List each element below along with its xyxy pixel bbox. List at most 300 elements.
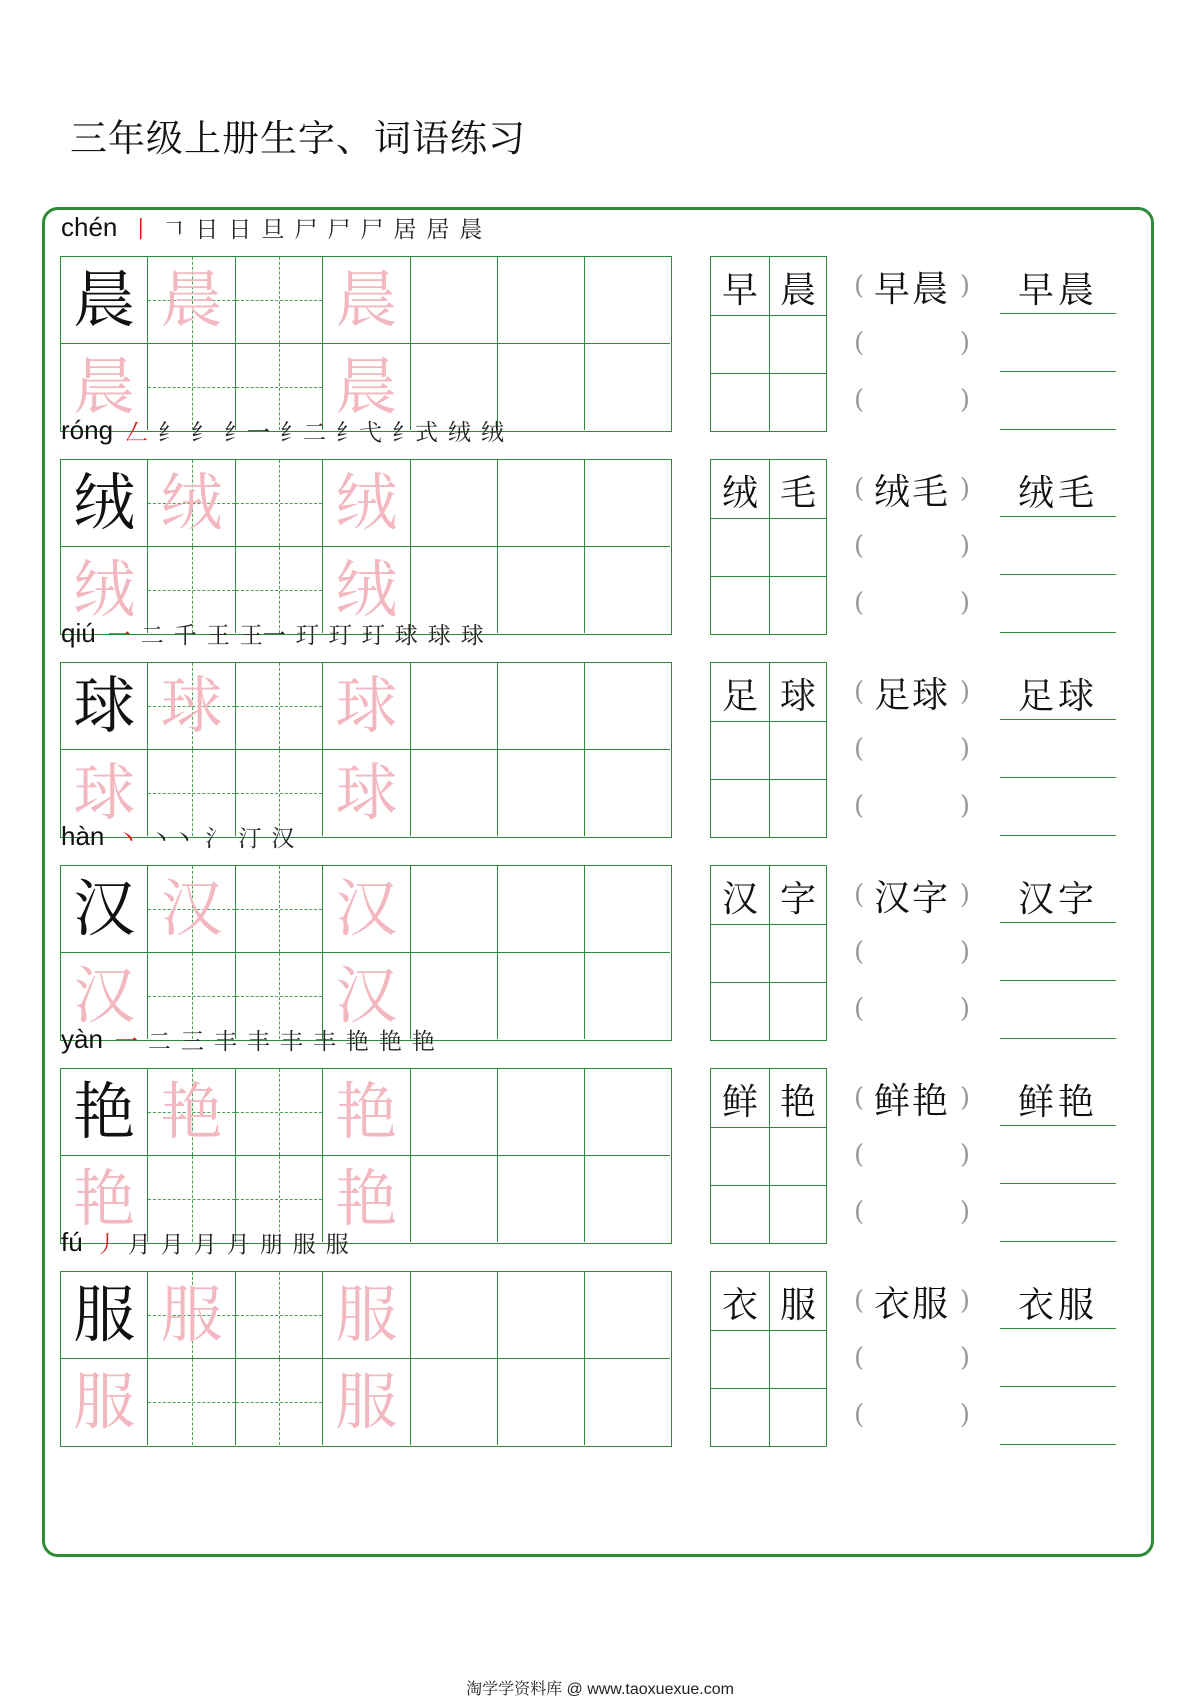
word-box-rule (711, 721, 826, 722)
stroke-step: 绒 (481, 419, 505, 446)
trace-character: 球 (335, 756, 398, 829)
stroke-step: 日 (195, 216, 219, 243)
writing-cell[interactable] (61, 1359, 148, 1445)
writing-cell[interactable] (148, 1069, 235, 1156)
left-parenthesis: ( (854, 588, 865, 618)
parenthesis-slot[interactable] (854, 526, 970, 566)
word-box-character: 晨 (779, 269, 816, 311)
right-parenthesis: ) (959, 1140, 970, 1170)
stroke-step: 纟 (158, 419, 182, 446)
underline-column (1000, 256, 1116, 432)
stroke-step: 汉 (271, 825, 295, 852)
trace-character: 球 (160, 669, 223, 742)
left-parenthesis: ( (854, 1140, 865, 1170)
stroke-sequence (108, 617, 494, 650)
writing-cell[interactable] (585, 1156, 670, 1242)
right-parenthesis: ) (959, 880, 970, 910)
writing-underline[interactable] (1000, 574, 1116, 575)
word-box-rule (711, 518, 826, 519)
word-box-rule (711, 1127, 826, 1128)
page-title: 三年级上册生字、词语练习 (70, 117, 526, 160)
parenthesis-slot (854, 1078, 970, 1122)
parenthesis-slot (854, 875, 970, 919)
underline-column (1000, 1068, 1116, 1244)
writing-cell[interactable] (323, 866, 410, 953)
word-box-character: 服 (779, 1284, 816, 1326)
guide-dash-vertical (279, 460, 280, 546)
writing-cell[interactable] (323, 1069, 410, 1156)
parenthesis-slot[interactable] (854, 729, 970, 769)
writing-cell[interactable] (61, 1069, 148, 1156)
word-box-character: 绒 (721, 472, 758, 514)
word-box-character: 衣 (721, 1284, 758, 1326)
stroke-step: 玎 (295, 622, 319, 649)
writing-cell[interactable] (323, 663, 410, 750)
writing-cell[interactable] (498, 257, 585, 344)
writing-cell[interactable] (61, 460, 148, 547)
writing-cell[interactable] (585, 663, 670, 750)
left-parenthesis: ( (854, 791, 865, 821)
stroke-step: 二 (147, 1028, 171, 1055)
stroke-step: 艳 (378, 1028, 402, 1055)
parenthesis-slot[interactable] (854, 583, 970, 623)
left-parenthesis: ( (854, 328, 865, 358)
underline-column (1000, 1271, 1116, 1447)
right-parenthesis: ) (959, 1286, 970, 1316)
trace-character: 绒 (73, 553, 136, 626)
left-parenthesis: ( (854, 880, 865, 910)
guide-dash-vertical (279, 866, 280, 952)
trace-character: 晨 (335, 263, 398, 336)
writing-underline[interactable] (1000, 719, 1116, 720)
writing-underline[interactable] (1000, 835, 1116, 836)
writing-cell[interactable] (585, 460, 670, 547)
trace-character: 晨 (335, 350, 398, 423)
writing-cell[interactable] (148, 663, 235, 750)
parenthesis-word: 足球 (873, 674, 950, 716)
guide-dash-vertical (279, 1069, 280, 1155)
pinyin-label: róng (61, 414, 114, 445)
writing-cell[interactable] (148, 257, 235, 344)
trace-character: 汉 (73, 959, 136, 1032)
stroke-step: 月 (226, 1231, 250, 1258)
stroke-step: 三 (180, 1028, 204, 1055)
left-parenthesis: ( (854, 474, 865, 504)
model-character: 服 (73, 1278, 136, 1351)
trace-character: 艳 (335, 1162, 398, 1235)
model-character: 绒 (73, 466, 136, 539)
stroke-step: 旦 (261, 216, 285, 243)
stroke-step: 玎 (328, 622, 352, 649)
writing-underline[interactable] (1000, 1444, 1116, 1445)
trace-character: 绒 (160, 466, 223, 539)
writing-cell[interactable] (236, 460, 323, 547)
underline-word: 早晨 (1017, 269, 1098, 311)
right-parenthesis: ) (959, 474, 970, 504)
stroke-step: 𠃋 (125, 419, 149, 446)
trace-character: 服 (335, 1365, 398, 1438)
writing-cell[interactable] (323, 257, 410, 344)
parenthesis-word: 衣服 (873, 1283, 950, 1325)
left-parenthesis: ( (854, 385, 865, 415)
stroke-step: 丰 (279, 1028, 303, 1055)
word-box-rule (711, 1330, 826, 1331)
stroke-step: 氵 (205, 825, 229, 852)
parenthesis-slot[interactable] (854, 1338, 970, 1378)
writing-grid (60, 1271, 672, 1447)
stroke-step: 球 (394, 622, 418, 649)
underline-word: 鲜艳 (1017, 1081, 1098, 1123)
writing-cell[interactable] (585, 1272, 670, 1359)
stroke-order-row (61, 1225, 359, 1259)
word-box-rule (711, 924, 826, 925)
stroke-step: 月 (193, 1231, 217, 1258)
writing-cell[interactable] (323, 460, 410, 547)
stroke-step: 𠃍 (162, 216, 186, 243)
stroke-step: 居 (426, 216, 450, 243)
right-parenthesis: ) (959, 385, 970, 415)
writing-cell[interactable] (236, 257, 323, 344)
word-box-rule (711, 373, 826, 374)
writing-cell[interactable] (61, 663, 148, 750)
writing-underline[interactable] (1000, 429, 1116, 430)
writing-underline[interactable] (1000, 1386, 1116, 1387)
underline-word: 汉字 (1017, 878, 1098, 920)
word-box-rule (711, 315, 826, 316)
left-parenthesis: ( (854, 271, 865, 301)
stroke-step: 朋 (259, 1231, 283, 1258)
pinyin-label: yàn (61, 1023, 103, 1054)
parenthesis-slot[interactable] (854, 989, 970, 1029)
writing-cell[interactable] (411, 1156, 498, 1242)
parenthesis-word: 绒毛 (873, 471, 950, 513)
stroke-step: 丿 (94, 1231, 118, 1258)
right-parenthesis: ) (959, 1083, 970, 1113)
parenthesis-word: 鲜艳 (873, 1080, 950, 1122)
stroke-step: 晨 (459, 216, 483, 243)
parenthesis-column (854, 256, 970, 432)
page-footer: 淘学学资料库 @ www.taoxuexue.com (466, 1681, 734, 1698)
writing-cell[interactable] (498, 663, 585, 750)
writing-cell[interactable] (498, 547, 585, 633)
stroke-step: 王 (206, 622, 230, 649)
stroke-step: 尸 (360, 216, 384, 243)
guide-dash-vertical (279, 1359, 280, 1445)
parenthesis-column (854, 1068, 970, 1244)
pinyin-label: chén (61, 211, 118, 242)
underline-column (1000, 865, 1116, 1041)
underline-column (1000, 662, 1116, 838)
stroke-step: 月 (127, 1231, 151, 1258)
model-character: 球 (73, 669, 136, 742)
parenthesis-slot (854, 672, 970, 716)
right-parenthesis: ) (959, 937, 970, 967)
writing-cell[interactable] (236, 1069, 323, 1156)
pinyin-label: fú (61, 1226, 83, 1257)
right-parenthesis: ) (959, 1197, 970, 1227)
right-parenthesis: ) (959, 588, 970, 618)
stroke-step: 玎 (361, 622, 385, 649)
writing-cell[interactable] (148, 1272, 235, 1359)
word-box-character: 毛 (779, 472, 816, 514)
writing-underline[interactable] (1000, 1183, 1116, 1184)
trace-character: 艳 (335, 1075, 398, 1148)
writing-cell[interactable] (411, 663, 498, 750)
stroke-step: 二 (140, 622, 164, 649)
stroke-step: 绒 (448, 419, 472, 446)
writing-cell[interactable] (498, 953, 585, 1039)
writing-underline[interactable] (1000, 1241, 1116, 1242)
writing-underline[interactable] (1000, 1125, 1116, 1126)
parenthesis-slot[interactable] (854, 786, 970, 826)
writing-underline[interactable] (1000, 777, 1116, 778)
writing-cell[interactable] (148, 1359, 235, 1445)
writing-cell[interactable] (585, 866, 670, 953)
writing-cell[interactable] (585, 750, 670, 836)
stroke-step: 一 (114, 1028, 138, 1055)
writing-cell[interactable] (236, 1359, 323, 1445)
word-box-rule (711, 576, 826, 577)
parenthesis-slot (854, 266, 970, 310)
stroke-step: 纟式 (392, 419, 439, 446)
underline-word: 足球 (1017, 675, 1098, 717)
guide-dash-vertical (279, 257, 280, 343)
writing-cell[interactable] (323, 1359, 410, 1445)
stroke-sequence (95, 1226, 359, 1259)
parenthesis-slot[interactable] (854, 323, 970, 363)
word-box-rule (711, 982, 826, 983)
left-parenthesis: ( (854, 1343, 865, 1373)
writing-grid (60, 1068, 672, 1244)
model-character: 晨 (73, 263, 136, 336)
trace-character: 晨 (160, 263, 223, 336)
writing-grid (60, 256, 672, 432)
left-parenthesis: ( (854, 734, 865, 764)
writing-cell[interactable] (61, 1272, 148, 1359)
left-parenthesis: ( (854, 677, 865, 707)
writing-cell[interactable] (411, 1272, 498, 1359)
trace-character: 服 (160, 1278, 223, 1351)
trace-character: 球 (73, 756, 136, 829)
writing-underline[interactable] (1000, 1038, 1116, 1039)
trace-character: 艳 (160, 1075, 223, 1148)
writing-cell[interactable] (236, 663, 323, 750)
underline-word: 绒毛 (1017, 472, 1098, 514)
writing-cell[interactable] (323, 1272, 410, 1359)
word-box-character: 汉 (721, 878, 758, 920)
stroke-step: 服 (325, 1231, 349, 1258)
writing-underline[interactable] (1000, 371, 1116, 372)
writing-cell[interactable] (585, 953, 670, 1039)
trace-character: 服 (335, 1278, 398, 1351)
stroke-order-row (61, 819, 304, 853)
stroke-step: 纟 (191, 419, 215, 446)
stroke-step: 丰 (246, 1028, 270, 1055)
model-character: 汉 (73, 872, 136, 945)
model-character: 艳 (73, 1075, 136, 1148)
parenthesis-slot[interactable] (854, 932, 970, 972)
writing-cell[interactable] (236, 1272, 323, 1359)
writing-underline[interactable] (1000, 922, 1116, 923)
parenthesis-column (854, 865, 970, 1041)
stroke-step: 服 (292, 1231, 316, 1258)
writing-cell[interactable] (498, 866, 585, 953)
right-parenthesis: ) (959, 1343, 970, 1373)
writing-underline[interactable] (1000, 980, 1116, 981)
writing-cell[interactable] (411, 1069, 498, 1156)
right-parenthesis: ) (959, 328, 970, 358)
trace-character: 艳 (73, 1162, 136, 1235)
writing-grid (60, 459, 672, 635)
writing-grid (60, 865, 672, 1041)
stroke-step: 尸 (294, 216, 318, 243)
word-box-character: 球 (779, 675, 816, 717)
stroke-step: 月 (160, 1231, 184, 1258)
left-parenthesis: ( (854, 994, 865, 1024)
word-box-character: 艳 (779, 1081, 816, 1123)
guide-dash-vertical (279, 663, 280, 749)
writing-cell[interactable] (148, 866, 235, 953)
guide-dash-vertical (192, 1359, 193, 1445)
writing-grid (60, 662, 672, 838)
right-parenthesis: ) (959, 791, 970, 821)
stroke-step: 纟一 (224, 419, 271, 446)
writing-underline[interactable] (1000, 632, 1116, 633)
parenthesis-slot[interactable] (854, 1192, 970, 1232)
left-parenthesis: ( (854, 1083, 865, 1113)
stroke-step: 丶 (116, 825, 140, 852)
stroke-step: 千 (173, 622, 197, 649)
left-parenthesis: ( (854, 1286, 865, 1316)
trace-character: 汉 (335, 872, 398, 945)
left-parenthesis: ( (854, 1197, 865, 1227)
stroke-order-row (61, 1022, 445, 1056)
word-box-character: 字 (779, 878, 816, 920)
right-parenthesis: ) (959, 1400, 970, 1430)
left-parenthesis: ( (854, 937, 865, 967)
writing-cell[interactable] (61, 257, 148, 344)
writing-cell[interactable] (323, 750, 410, 836)
parenthesis-slot[interactable] (854, 1395, 970, 1435)
writing-cell[interactable] (585, 257, 670, 344)
stroke-step: 球 (427, 622, 451, 649)
word-box-character: 早 (721, 269, 758, 311)
trace-character: 服 (73, 1365, 136, 1438)
stroke-sequence (129, 211, 492, 244)
stroke-step: 居 (393, 216, 417, 243)
pinyin-label: hàn (61, 820, 105, 851)
parenthesis-column (854, 662, 970, 838)
stroke-step: 纟二 (280, 419, 327, 446)
writing-cell[interactable] (585, 1359, 670, 1445)
trace-character: 球 (335, 669, 398, 742)
word-box-rule (711, 779, 826, 780)
stroke-step: 球 (460, 622, 484, 649)
writing-cell[interactable] (498, 750, 585, 836)
stroke-step: 丰 (213, 1028, 237, 1055)
stroke-step: 一 (107, 622, 131, 649)
writing-cell[interactable] (585, 1069, 670, 1156)
word-practice-box (710, 1068, 827, 1244)
trace-character: 汉 (335, 959, 398, 1032)
trace-character: 汉 (160, 872, 223, 945)
writing-cell[interactable] (411, 866, 498, 953)
writing-cell[interactable] (498, 460, 585, 547)
word-box-character: 足 (721, 675, 758, 717)
pinyin-label: qiú (61, 617, 96, 648)
writing-cell[interactable] (411, 1359, 498, 1445)
word-practice-box (710, 1271, 827, 1447)
stroke-sequence (125, 414, 514, 447)
underline-word: 衣服 (1017, 1284, 1098, 1326)
parenthesis-column (854, 1271, 970, 1447)
right-parenthesis: ) (959, 994, 970, 1024)
stroke-step: 纟弋 (336, 419, 383, 446)
writing-cell[interactable] (148, 460, 235, 547)
word-practice-box (710, 459, 827, 635)
guide-dash-vertical (279, 1272, 280, 1358)
writing-underline[interactable] (1000, 1328, 1116, 1329)
word-practice-box (710, 865, 827, 1041)
writing-cell[interactable] (411, 460, 498, 547)
left-parenthesis: ( (854, 1400, 865, 1430)
writing-underline[interactable] (1000, 313, 1116, 314)
trace-character: 绒 (335, 553, 398, 626)
stroke-step: 艳 (411, 1028, 435, 1055)
stroke-step: 尸 (327, 216, 351, 243)
writing-cell[interactable] (498, 1069, 585, 1156)
right-parenthesis: ) (959, 271, 970, 301)
parenthesis-slot (854, 469, 970, 513)
writing-cell[interactable] (411, 257, 498, 344)
parenthesis-slot (854, 1281, 970, 1325)
stroke-step: 艳 (345, 1028, 369, 1055)
word-practice-box (710, 662, 827, 838)
writing-cell[interactable] (498, 1272, 585, 1359)
parenthesis-column (854, 459, 970, 635)
parenthesis-word: 汉字 (873, 877, 950, 919)
right-parenthesis: ) (959, 734, 970, 764)
writing-underline[interactable] (1000, 516, 1116, 517)
stroke-sequence (116, 820, 304, 853)
underline-column (1000, 459, 1116, 635)
word-box-rule (711, 1185, 826, 1186)
writing-cell[interactable] (411, 750, 498, 836)
right-parenthesis: ) (959, 531, 970, 561)
stroke-step: 丰 (312, 1028, 336, 1055)
writing-cell[interactable] (585, 547, 670, 633)
writing-cell[interactable] (61, 866, 148, 953)
word-box-character: 鲜 (721, 1081, 758, 1123)
right-parenthesis: ) (959, 677, 970, 707)
writing-cell[interactable] (585, 344, 670, 430)
parenthesis-slot[interactable] (854, 380, 970, 420)
parenthesis-word: 早晨 (873, 268, 950, 310)
writing-cell[interactable] (236, 866, 323, 953)
stroke-step: 汀 (238, 825, 262, 852)
stroke-step: 丶丶 (149, 825, 196, 852)
trace-character: 晨 (73, 350, 136, 423)
trace-character: 绒 (335, 466, 398, 539)
stroke-step: 日 (228, 216, 252, 243)
writing-cell[interactable] (498, 1156, 585, 1242)
stroke-order-row (61, 616, 494, 650)
parenthesis-slot[interactable] (854, 1135, 970, 1175)
writing-cell[interactable] (498, 1359, 585, 1445)
word-practice-box (710, 256, 827, 432)
left-parenthesis: ( (854, 531, 865, 561)
stroke-step: 丨 (129, 216, 153, 243)
